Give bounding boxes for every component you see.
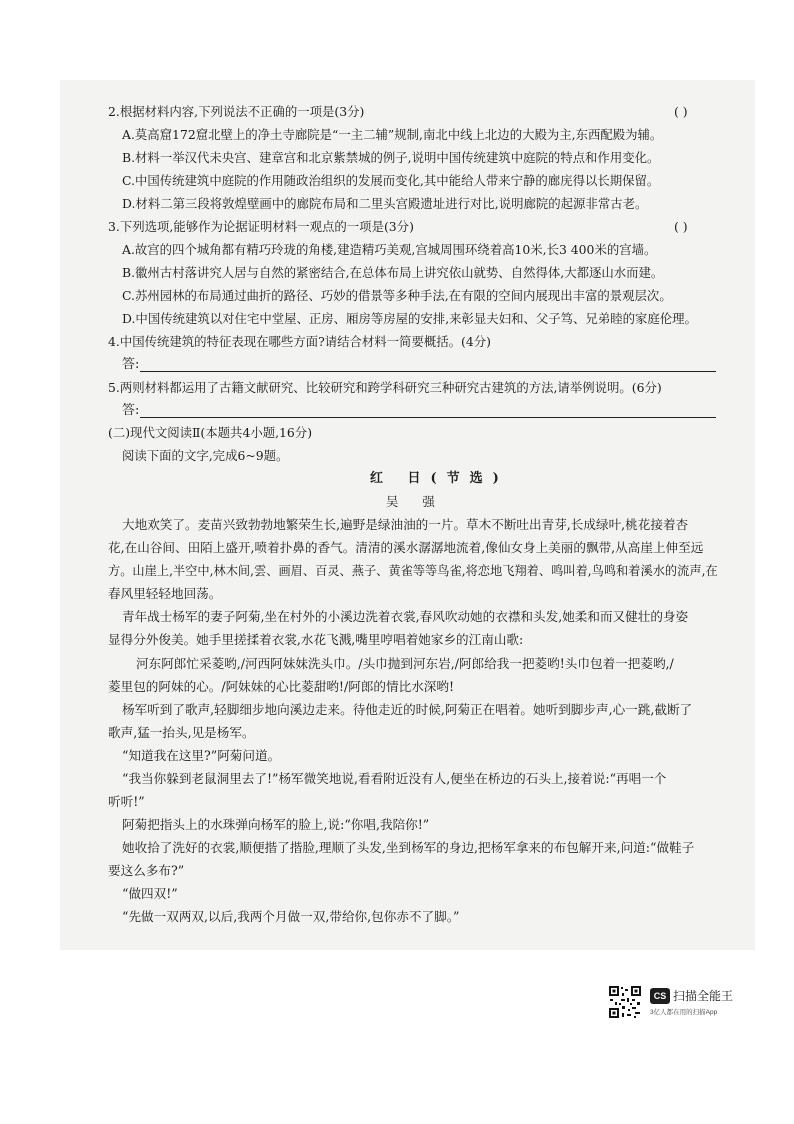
- passage-line: 她收拾了洗好的衣裳,顺便揩了揩脸,理顺了头发,坐到杨军的身边,把杨军拿来的布包解开来,问道:“做鞋子: [122, 840, 695, 855]
- question-3-option-a: A.故宫的四个城角都有精巧玲珑的角楼,建造精巧美观,宫城周围环绕着高10米,长3 400米的宫墙。: [122, 242, 657, 257]
- question-3-option-c: C.苏州园林的布局通过曲折的路径、巧妙的借景等多种手法,在有限的空间内展现出丰富的景观层次。: [122, 288, 672, 303]
- question-5-answer-label: 答:: [122, 403, 140, 418]
- question-2-option-c: C.中国传统建筑中庭院的作用随政治组织的发展而变化,其中能给人带来宁静的廊庑得以长期保留。: [122, 173, 660, 188]
- question-5-answer-line[interactable]: [140, 417, 716, 418]
- question-2-answer-paren: ( ): [674, 104, 688, 119]
- passage-song-line: 菱里包的阿妹的心。/阿妹妹的心比菱甜哟!/阿郎的情比水深哟!: [108, 679, 455, 694]
- watermark-tagline: 3亿人都在用的扫描App: [650, 1009, 718, 1016]
- question-4-answer-line[interactable]: [140, 371, 716, 372]
- passage-title: 红 日(节选): [370, 471, 509, 486]
- question-5-stem: 5.两则材料都运用了古籍文献研究、比较研究和跨学科研究三种研究古建筑的方法,请举例说明。(6分): [108, 380, 662, 395]
- question-3-stem: 3.下列选项,能够作为论据证明材料一观点的一项是(3分): [108, 219, 414, 234]
- question-2-stem: 2.根据材料内容,下列说法不正确的一项是(3分): [108, 104, 365, 119]
- passage-line: 方。山崖上,半空中,林木间,雲、画眉、百灵、燕子、黄雀等等鸟雀,将恋地飞翔着、鸣叫着,鸟鸣和着溪水的流声,在: [108, 563, 718, 578]
- passage-song-line: 河东阿郎忙采菱哟,/河西阿妹妹洗头巾。/头巾抛到河东岩,/阿郎给我一把菱哟!头巾包着一把菱哟,/: [136, 656, 674, 671]
- passage-line: 春风里轻轻地回荡。: [108, 586, 222, 601]
- passage-line: 听听!”: [108, 794, 145, 809]
- passage-author: 吴 强: [386, 494, 445, 509]
- section-heading: (二)现代文阅读Ⅱ(本题共4小题,16分): [108, 425, 313, 440]
- question-3-answer-paren: ( ): [674, 219, 688, 234]
- passage-line: 阿菊把指头上的水珠弹向杨军的脸上,说:“你唱,我陪你!”: [122, 817, 430, 832]
- passage-line: “做四双!”: [122, 886, 178, 901]
- watermark-app-name: 扫描全能王: [673, 989, 734, 1003]
- passage-line: 歌声,猛一抬头,见是杨军。: [108, 725, 255, 740]
- passage-line: “知道我在这里?”阿菊问道。: [122, 748, 281, 763]
- question-2-option-a: A.莫高窟172窟北壁上的净土寺廊院是“一主二辅”规制,南北中线上北边的大殿为主,东西配殿为辅。: [122, 127, 663, 142]
- question-3-option-d: D.中国传统建筑以对住宅中堂屋、正房、厢房等房屋的安排,来彰显夫妇和、父子笃、兄弟睦的家庭伦理。: [122, 311, 697, 326]
- passage-line: 显得分外俊美。她手里搓揉着衣裳,水花飞溅,嘴里哼唱着她家乡的江南山歌:: [108, 632, 524, 647]
- passage-line: 杨军听到了歌声,轻脚细步地向溪边走来。待他走近的时候,阿菊正在唱着。她听到脚步声,心一跳,截断了: [122, 702, 693, 717]
- passage-line: “我当你躲到老鼠洞里去了!”杨军微笑地说,看看附近没有人,便坐在桥边的石头上,接着说:“再唱一个: [122, 771, 667, 786]
- question-3-option-b: B.徽州古村落讲究人居与自然的紧密结合,在总体布局上讲究依山就势、自然得体,大都逐山水而建。: [122, 265, 664, 280]
- passage-line: 青年战士杨军的妻子阿菊,坐在村外的小溪边洗着衣裳,春风吹动她的衣襟和头发,她柔和而又健壮的身姿: [122, 609, 689, 624]
- passage-line: “先做一双两双,以后,我两个月做一双,带给你,包你赤不了脚。”: [122, 909, 460, 924]
- passage-line: 大地欢笑了。麦苗兴致勃勃地繁荣生长,遍野是绿油油的一片。草木不断吐出青芽,长成绿叶,桃花接着杏: [122, 517, 689, 532]
- camscanner-logo-icon: CS: [650, 988, 670, 1004]
- question-2-option-d: D.材料二第三段将敦煌壁画中的廊院布局和二里头宫殿遗址进行对比,说明廊院的起源非常古老。: [122, 196, 648, 211]
- passage-line: 要这么多布?”: [108, 863, 185, 878]
- question-4-answer-label: 答:: [122, 357, 140, 372]
- question-2-option-b: B.材料一举汉代未央宫、建章宫和北京紫禁城的例子,说明中国传统建筑中庭院的特点和作用变化。: [122, 150, 660, 165]
- question-4-stem: 4.中国传统建筑的特征表现在哪些方面?请结合材料一简要概括。(4分): [108, 334, 491, 349]
- section-instruction: 阅读下面的文字,完成6~9题。: [122, 448, 289, 463]
- qr-code-icon: [608, 985, 642, 1019]
- passage-line: 花,在山谷间、田陌上盛开,喷着扑鼻的香气。清清的溪水潺潺地流着,像仙女身上美丽的飘带,从高崖上伸至远: [108, 540, 704, 555]
